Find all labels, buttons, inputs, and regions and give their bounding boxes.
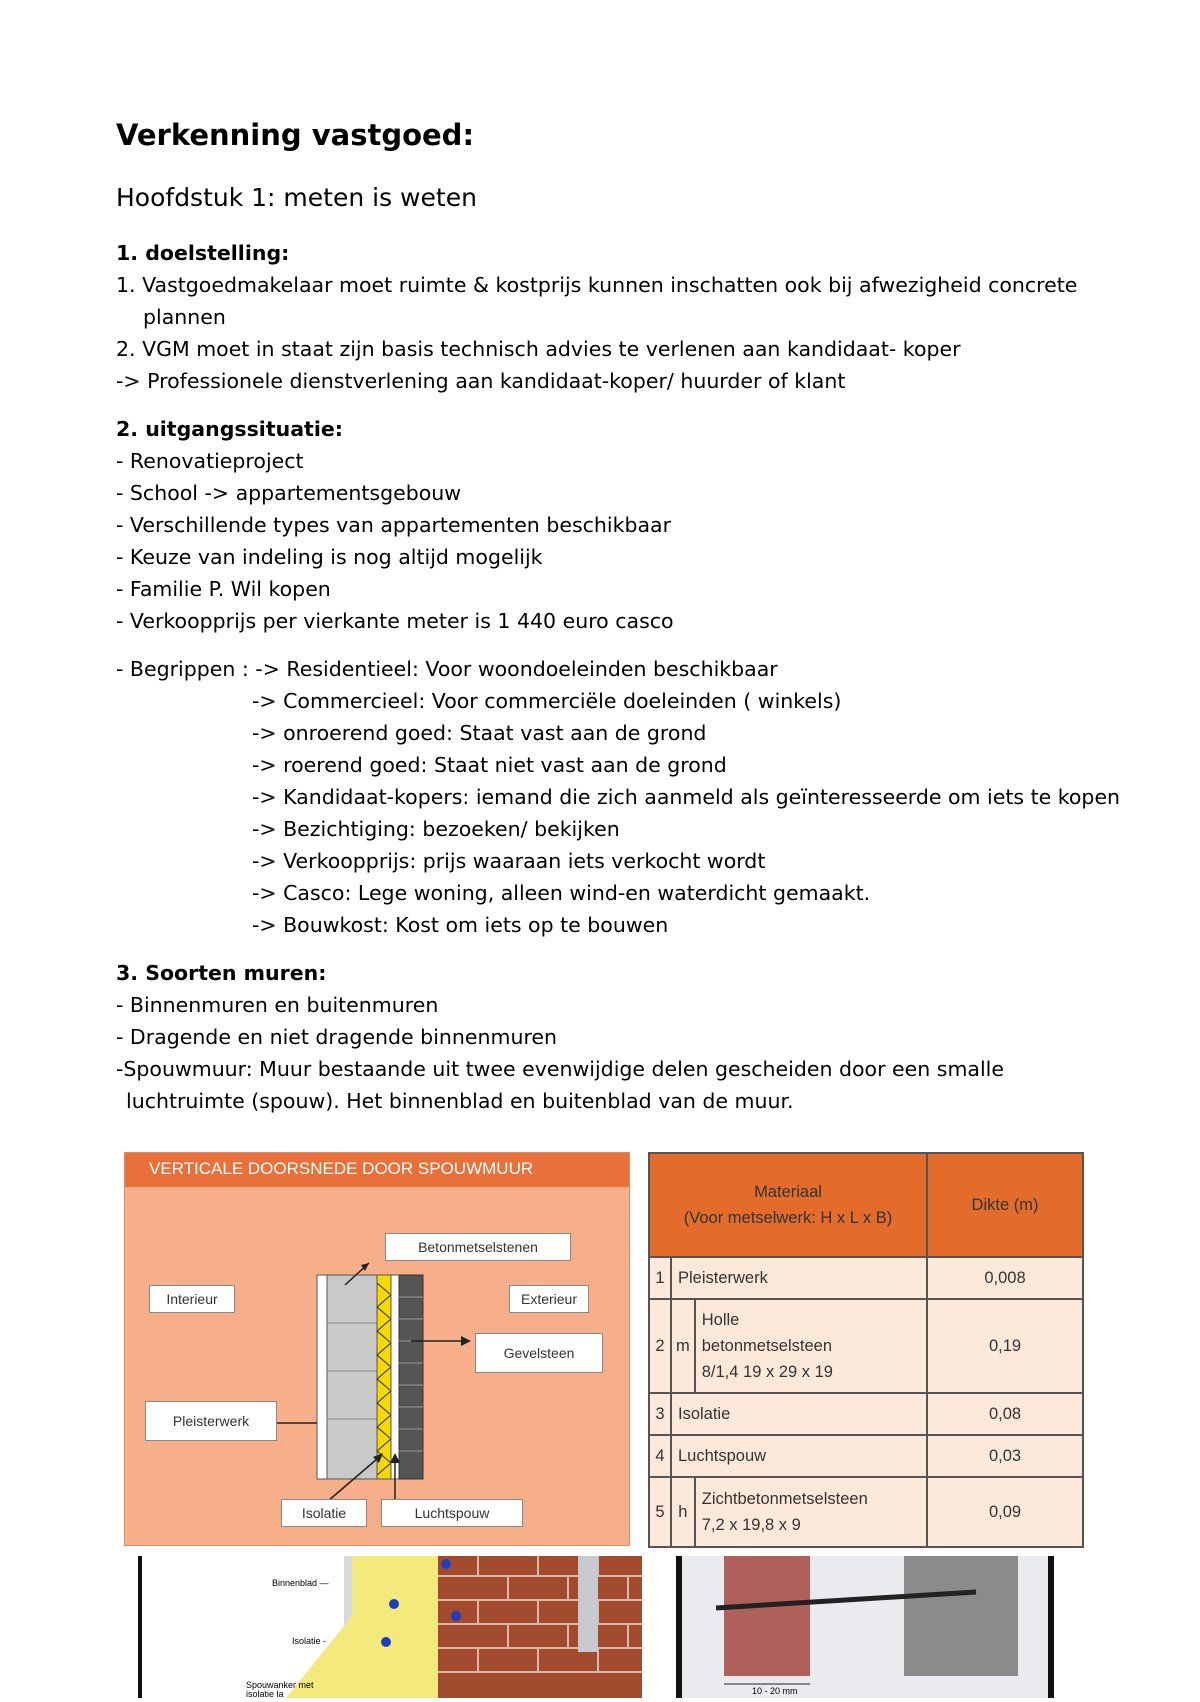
- label-isolatie: Isolatie: [281, 1499, 367, 1527]
- begrip-item: -> Bezichtiging: bezoeken/ bekijken: [252, 817, 620, 841]
- header-dikte: Dikte (m): [927, 1153, 1083, 1257]
- photo-label: Binnenblad —: [272, 1578, 329, 1588]
- row-material-line: Holle: [701, 1311, 740, 1329]
- wall-section-diagram: [124, 1152, 630, 1546]
- row-number: 5: [649, 1477, 671, 1547]
- row-number: 4: [649, 1435, 671, 1477]
- label-interieur: Interieur: [149, 1285, 235, 1313]
- section2-heading: 2. uitgangssituatie:: [116, 417, 343, 441]
- section1-line1b: plannen: [143, 305, 226, 329]
- section3-heading: 3. Soorten muren:: [116, 961, 327, 985]
- list-item: - Dragende en niet dragende binnenmuren: [116, 1025, 558, 1049]
- row-code: h: [671, 1477, 695, 1547]
- row-code: m: [671, 1299, 695, 1393]
- header-material-sub: (Voor metselwerk: H x L x B): [683, 1209, 893, 1227]
- label-betonmetselstenen: Betonmetselstenen: [385, 1233, 571, 1261]
- row-material: Pleisterwerk: [671, 1257, 927, 1299]
- table-row: [649, 1299, 1083, 1393]
- table-row: [649, 1393, 1083, 1435]
- row-dikte: 0,008: [927, 1257, 1083, 1299]
- begrip-item: -> Commercieel: Voor commerciële doeleinden ( winkels): [252, 689, 842, 713]
- label-exterieur: Exterieur: [509, 1285, 589, 1313]
- row-material: Isolatie: [671, 1393, 927, 1435]
- row-dikte: 0,19: [927, 1299, 1083, 1393]
- document-title: Verkenning vastgoed:: [116, 118, 475, 152]
- list-item: - Binnenmuren en buitenmuren: [116, 993, 439, 1017]
- row-dikte: 0,03: [927, 1435, 1083, 1477]
- row-number: 3: [649, 1393, 671, 1435]
- begrip-item: -> Casco: Lege woning, alleen wind-en waterdicht gemaakt.: [252, 881, 871, 905]
- row-material: [695, 1477, 927, 1547]
- begrip-item: -> Bouwkost: Kost om iets op te bouwen: [252, 913, 669, 937]
- row-material-line: 7,2 x 19,8 x 9: [701, 1516, 801, 1534]
- begrip-item: -> roerend goed: Staat niet vast aan de grond: [252, 753, 727, 777]
- header-material: [649, 1153, 927, 1257]
- list-item: - Keuze van indeling is nog altijd mogelijk: [116, 545, 543, 569]
- header-material-label: Materiaal: [754, 1183, 822, 1201]
- section1-heading: 1. doelstelling:: [116, 241, 290, 265]
- table-header-row: [649, 1153, 1083, 1257]
- list-item: - Verkoopprijs per vierkante meter is 1 440 euro casco: [116, 609, 674, 633]
- row-material-line: 8/1,4 19 x 29 x 19: [701, 1363, 833, 1381]
- label-pleisterwerk: Pleisterwerk: [145, 1401, 277, 1441]
- dimension-label: 10 - 20 mm: [752, 1686, 798, 1696]
- row-material-line: Zichtbetonmetselsteen: [701, 1490, 868, 1508]
- begrippen-label: - Begrippen : -> Residentieel: Voor woondoeleinden beschikbaar: [116, 657, 778, 681]
- photo-label: Spouwanker met: [246, 1680, 314, 1690]
- row-dikte: 0,09: [927, 1477, 1083, 1547]
- row-material: Luchtspouw: [671, 1435, 927, 1477]
- row-dikte: 0,08: [927, 1393, 1083, 1435]
- section1-line2: 2. VGM moet in staat zijn basis technisch advies te verlenen aan kandidaat- koper: [116, 337, 961, 361]
- diagram-title: VERTICALE DOORSNEDE DOOR SPOUWMUUR: [149, 1159, 534, 1178]
- row-material: [695, 1299, 927, 1393]
- list-item: -Spouwmuur: Muur bestaande uit twee evenwijdige delen gescheiden door een smalle: [116, 1057, 1004, 1081]
- photo-label: Isolatie -: [292, 1636, 327, 1646]
- cavity-wall-photo: [138, 1556, 642, 1698]
- begrip-item: -> Kandidaat-kopers: iemand die zich aanmeld als geïnteresseerde om iets te kopen: [252, 785, 1121, 809]
- materials-table: [648, 1152, 1084, 1548]
- label-gevelsteen: Gevelsteen: [475, 1333, 603, 1373]
- section1-line3: -> Professionele dienstverlening aan kandidaat-koper/ huurder of klant: [116, 369, 846, 393]
- list-item: - School -> appartementsgebouw: [116, 481, 462, 505]
- cavity-wall-illustration: [138, 1556, 642, 1698]
- anchor-detail-illustration: [676, 1556, 1054, 1698]
- section1-line1: 1. Vastgoedmakelaar moet ruimte & kostprijs kunnen inschatten ook bij afwezigheid concrete: [116, 273, 1078, 297]
- photo-label: isolatie la: [246, 1689, 284, 1699]
- list-item: - Verschillende types van appartementen beschikbaar: [116, 513, 672, 537]
- list-item: - Renovatieproject: [116, 449, 304, 473]
- anchor-detail-photo: [676, 1556, 1054, 1698]
- row-number: 1: [649, 1257, 671, 1299]
- row-material-line: betonmetselsteen: [701, 1337, 833, 1355]
- list-item: - Familie P. Wil kopen: [116, 577, 331, 601]
- table-row: [649, 1257, 1083, 1299]
- row-number: 2: [649, 1299, 671, 1393]
- list-item: luchtruimte (spouw). Het binnenblad en buitenblad van de muur.: [126, 1089, 794, 1113]
- table-row: [649, 1477, 1083, 1547]
- label-luchtspouw: Luchtspouw: [381, 1499, 523, 1527]
- begrip-item: -> onroerend goed: Staat vast aan de grond: [252, 721, 707, 745]
- begrip-item: -> Verkoopprijs: prijs waaraan iets verkocht wordt: [252, 849, 766, 873]
- chapter-heading: Hoofdstuk 1: meten is weten: [116, 183, 477, 212]
- table-row: [649, 1435, 1083, 1477]
